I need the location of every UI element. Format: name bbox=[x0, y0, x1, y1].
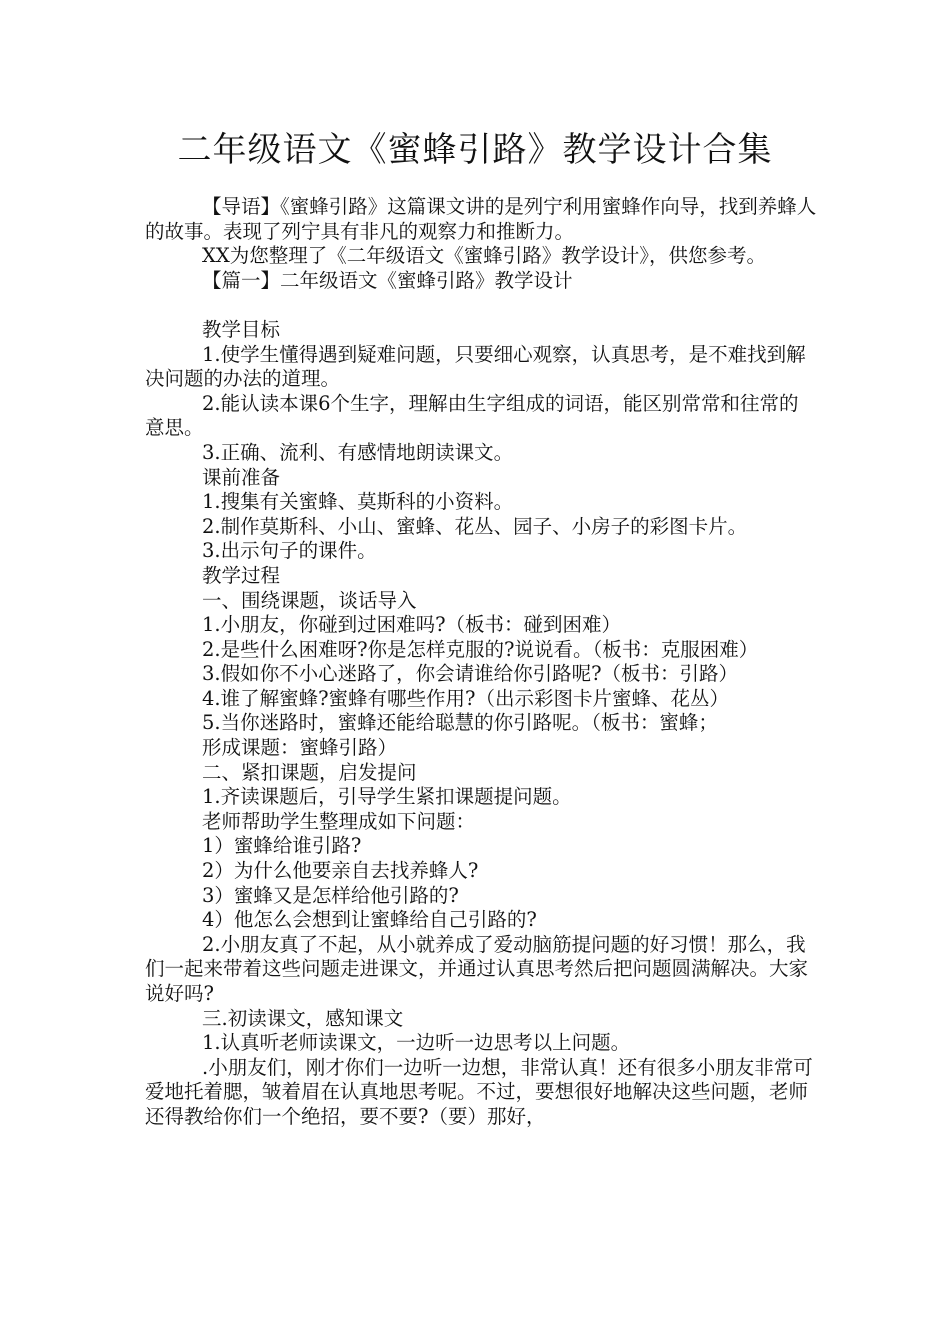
paragraph: 2.制作莫斯科、小山、蜜蜂、花丛、园子、小房子的彩图卡片。 bbox=[202, 514, 748, 538]
document-body bbox=[145, 195, 817, 1130]
paragraph: 2.小朋友真了不起，从小就养成了爱动脑筋提问题的好习惯！那么，我们一起来带着这些问题走进课文，并通过认真思考然后把问题圆满解决。大家说好吗? bbox=[145, 932, 809, 1005]
paragraph: 3.出示句子的课件。 bbox=[202, 539, 377, 563]
paragraph: 4）他怎么会想到让蜜蜂给自己引路的? bbox=[202, 908, 537, 932]
paragraph: 【篇一】二年级语文《蜜蜂引路》教学设计 bbox=[202, 268, 573, 292]
paragraph: 课前准备 bbox=[202, 465, 281, 489]
paragraph: 1.认真听老师读课文，一边听一边思考以上问题。 bbox=[202, 1031, 631, 1055]
paragraph: 【导语】《蜜蜂引路》这篇课文讲的是列宁利用蜜蜂作向导，找到养蜂人的故事。表现了列宁具有非凡的观察力和推断力。 bbox=[145, 195, 817, 243]
blank-line bbox=[145, 293, 817, 318]
document-title: 二年级语文《蜜蜂引路》教学设计合集 bbox=[177, 130, 773, 170]
paragraph: 3）蜜蜂又是怎样给他引路的? bbox=[202, 883, 459, 907]
paragraph: XX为您整理了《二年级语文《蜜蜂引路》教学设计》，供您参考。 bbox=[202, 244, 767, 268]
paragraph: 形成课题：蜜蜂引路） bbox=[202, 736, 398, 760]
paragraph: 教学过程 bbox=[202, 563, 281, 587]
paragraph: 2.能认读本课6个生字，理解由生字组成的词语，能区别常常和往常的意思。 bbox=[145, 391, 799, 440]
paragraph: 一、围绕课题，谈话导入 bbox=[202, 588, 417, 612]
paragraph: 1.小朋友，你碰到过困难吗?（板书：碰到困难） bbox=[202, 613, 622, 637]
paragraph: 1.使学生懂得遇到疑难问题，只要细心观察，认真思考，是不难找到解决问题的办法的道理。 bbox=[145, 342, 806, 391]
paragraph: 老师帮助学生整理成如下问题： bbox=[202, 809, 476, 833]
paragraph: 1.搜集有关蜜蜂、莫斯科的小资料。 bbox=[202, 490, 514, 514]
paragraph: 4.谁了解蜜蜂?蜜蜂有哪些作用?（出示彩图卡片蜜蜂、花丛） bbox=[202, 686, 730, 710]
paragraph: .小朋友们，刚才你们一边听一边想，非常认真！还有很多小朋友非常可爱地托着腮，皱着眉在认真地思考呢。不过，要想很好地解决这些问题，老师还得教给你们一个绝招，要不要?（要）那好， bbox=[145, 1055, 813, 1128]
paragraph: 3.正确、流利、有感情地朗读课文。 bbox=[202, 440, 514, 464]
paragraph: 二、紧扣课题，启发提问 bbox=[202, 760, 417, 784]
paragraph: 教学目标 bbox=[202, 317, 281, 341]
paragraph: 三.初读课文，感知课文 bbox=[202, 1006, 404, 1030]
paragraph: 5.当你迷路时，蜜蜂还能给聪慧的你引路呢。（板书：蜜蜂； bbox=[202, 711, 718, 735]
paragraph: 3.假如你不小心迷路了，你会请谁给你引路呢?（板书：引路） bbox=[202, 662, 739, 686]
paragraph: 2.是些什么困难呀?你是怎样克服的?说说看。（板书：克服困难） bbox=[202, 637, 759, 661]
paragraph: 1.齐读课题后，引导学生紧扣课题提问题。 bbox=[202, 785, 572, 809]
paragraph: 1）蜜蜂给谁引路? bbox=[202, 834, 362, 858]
paragraph: 2）为什么他要亲自去找养蜂人? bbox=[202, 859, 479, 883]
